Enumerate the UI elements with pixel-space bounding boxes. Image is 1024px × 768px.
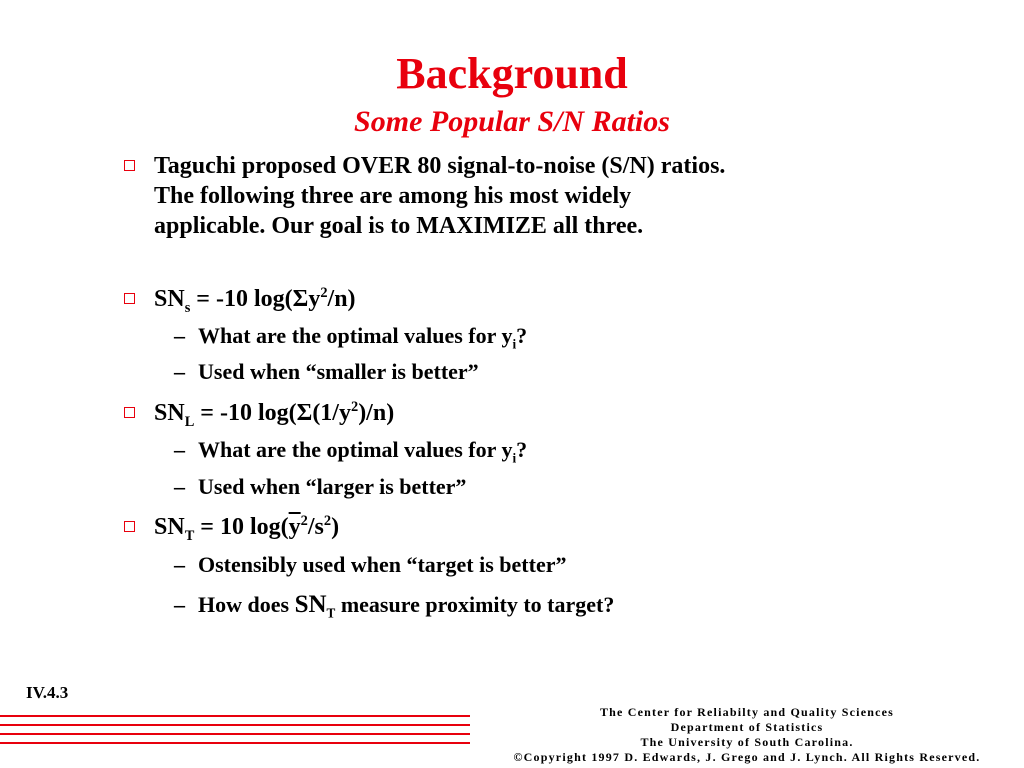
snt-formula-end: ) xyxy=(331,514,340,540)
footer-line xyxy=(0,724,470,726)
sns-sub1-end: ? xyxy=(516,323,528,348)
snl-sub1-text xyxy=(198,436,527,464)
snt-sub2-a: How does xyxy=(198,592,295,617)
footer-line2: Department of Statistics xyxy=(670,720,824,734)
snl-sub1-sub: i xyxy=(512,450,517,466)
bullet-intro-line3: applicable. Our goal is to MAXIMIZE all three. xyxy=(154,213,644,239)
bullet-intro-text xyxy=(154,151,924,241)
sns-sub2 xyxy=(174,358,914,386)
snt-formula-sub: T xyxy=(184,527,195,544)
bullet-box-icon xyxy=(124,160,135,171)
snl-sub2-text: Used when “larger is better” xyxy=(198,474,467,499)
sns-formula-sub: s xyxy=(184,299,191,316)
dash-marker: – xyxy=(174,437,185,462)
snt-formula-sup1: 2 xyxy=(300,513,308,529)
bullet-snl xyxy=(124,398,924,428)
snt-formula-ybar: $\overline{y}$ xyxy=(288,514,301,540)
sns-sub2-text: Used when “smaller is better” xyxy=(198,359,479,384)
snl-formula-mid: = -10 log(Σ(1/y xyxy=(194,400,351,426)
snt-formula-sup2: 2 xyxy=(323,513,332,529)
sns-sub1-sub: i xyxy=(512,336,517,352)
footer-line xyxy=(0,742,470,744)
footer-credits xyxy=(470,705,1024,765)
dash-marker: – xyxy=(174,552,185,577)
footer-line xyxy=(0,715,470,717)
bullet-box-icon xyxy=(124,407,135,418)
dash-marker: – xyxy=(174,592,185,617)
snl-sub2 xyxy=(174,473,914,501)
sns-formula-end: /n) xyxy=(327,286,356,312)
snt-formula-sn: SN xyxy=(154,514,185,540)
snt-sub1-text: Ostensibly used when “target is better” xyxy=(198,552,567,577)
bullet-box-icon xyxy=(124,521,135,532)
snt-sub2-sn: SN xyxy=(294,591,327,618)
snt-formula xyxy=(154,512,924,542)
dash-marker: – xyxy=(174,474,185,499)
sns-formula-sup: 2 xyxy=(320,285,328,301)
snt-sub2-text xyxy=(198,591,614,619)
snl-sub1-end: ? xyxy=(516,437,528,462)
bullet-sns xyxy=(124,284,924,314)
sns-sub1 xyxy=(174,322,914,350)
snt-formula-s: /s xyxy=(307,514,324,540)
slide-title: Background xyxy=(396,49,628,98)
sns-sub1-main: What are the optimal values for y xyxy=(198,323,513,348)
snl-sub1 xyxy=(174,436,914,464)
footer-line3: The University of South Carolina. xyxy=(640,735,854,749)
sns-formula-sn: SN xyxy=(154,286,185,312)
snl-formula-sup: 2 xyxy=(350,399,359,415)
bullet-snt xyxy=(124,512,924,542)
bullet-intro-line2: The following three are among his most widely xyxy=(154,183,632,209)
bullet-intro-line1: Taguchi proposed OVER 80 signal-to-noise (S/N) ratios. xyxy=(154,153,726,179)
snl-formula-sub: L xyxy=(184,413,195,430)
bullet-intro xyxy=(124,151,924,241)
footer-line xyxy=(0,733,470,735)
slide-subtitle: Some Popular S/N Ratios xyxy=(354,105,670,138)
snl-sub1-main: What are the optimal values for y xyxy=(198,437,513,462)
snt-sub2 xyxy=(174,591,914,623)
snt-formula-mid: = 10 log( xyxy=(194,514,289,540)
footer-divider-lines xyxy=(0,712,470,752)
sns-formula xyxy=(154,284,924,314)
sns-formula-mid: = -10 log(Σy xyxy=(190,286,321,312)
bullet-box-icon xyxy=(124,293,135,304)
snl-formula-sn: SN xyxy=(154,400,185,426)
snt-sub1 xyxy=(174,551,914,579)
dash-marker: – xyxy=(174,359,185,384)
footer-line4: ©Copyright 1997 D. Edwards, J. Grego and J. Lynch. All Rights Reserved. xyxy=(513,750,981,764)
footer-line1: The Center for Reliabilty and Quality Sciences xyxy=(599,705,895,719)
snt-sub2-sub: T xyxy=(326,605,336,621)
dash-marker: – xyxy=(174,323,185,348)
snt-sub2-b: measure proximity to target? xyxy=(335,592,615,617)
sns-sub1-text xyxy=(198,322,527,350)
snl-formula-end: )/n) xyxy=(358,400,395,426)
snl-formula xyxy=(154,398,924,428)
slide-number: IV.4.3 xyxy=(26,683,69,702)
